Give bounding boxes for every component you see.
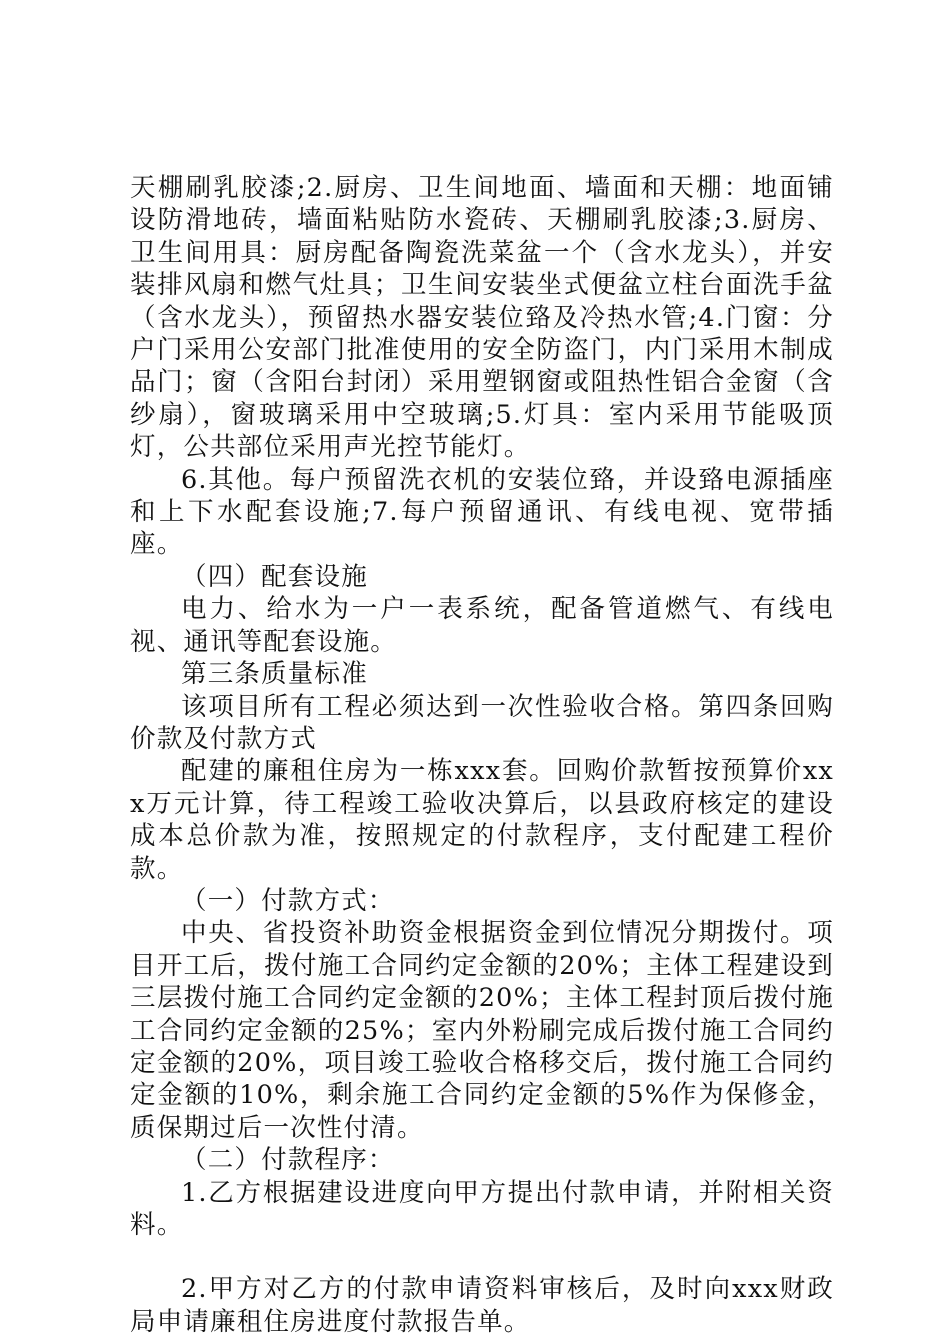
section-heading-facilities: （四）配套设施 (181, 561, 368, 592)
paragraph-fittings: 天棚刷乳胶漆;2.厨房、卫生间地面、墙面和天棚：地面铺设防滑地砖，墙面粘贴防水瓷砖、天棚刷乳胶漆;3.厨房、卫生间用具：厨房配备陶瓷洗菜盆一个（含水龙头），并安装排风扇和燃气灶具；卫生间安装坐式便盆立柱台面洗手盆（含水龙头），预留热水器安装位臵及冷热水管;4.门窗：分户门采用公安部门批准使用的安全防盗门，内门采用木制成品门；窗（含阳台封闭）采用塑钢窗或阻热性铝合金窗（含纱扇），窗玻璃采用中空玻璃;5.灯具：室内采用节能吸顶灯，公共部位采用声光控节能灯。 (130, 173, 834, 463)
paragraph-procedure-step-1: 1.乙方根据建设进度向甲方提出付款申请，并附相关资料。 (130, 1177, 834, 1240)
paragraph-quality: 该项目所有工程必须达到一次性验收合格。第四条回购价款及付款方式 (130, 691, 834, 754)
section-heading-payment-procedure: （二）付款程序： (181, 1145, 395, 1176)
document-body (130, 172, 834, 1338)
paragraph-facilities: 电力、给水为一户一表系统，配备管道燃气、有线电视、通讯等配套设施。 (130, 594, 834, 657)
section-heading-payment-method: （一）付款方式： (181, 885, 395, 916)
paragraph-buyback-price: 配建的廉租住房为一栋xxx套。回购价款暂按预算价xxx万元计算，待工程竣工验收决算后，以县政府核定的建设成本总价款为准，按照规定的付款程序，支付配建工程价款。 (130, 756, 834, 884)
article-heading-quality: 第三条质量标准 (181, 659, 368, 690)
paragraph-payment-method: 中央、省投资补助资金根据资金到位情况分期拨付。项目开工后，拨付施工合同约定金额的20%；主体工程建设到三层拨付施工合同约定金额的20%；主体工程封顶后拨付施工合同约定金额的25%；室内外粉刷完成后拨付施工合同约定金额的20%，项目竣工验收合格移交后，拨付施工合同约定金额的10%，剩余施工合同约定金额的5%作为保修金，质保期过后一次性付清。 (130, 918, 834, 1143)
paragraph-other: 6.其他。每户预留洗衣机的安装位臵，并设臵电源插座和上下水配套设施;7.每户预留通讯、有线电视、宽带插座。 (130, 464, 834, 560)
paragraph-procedure-step-2: 2.甲方对乙方的付款申请资料审核后，及时向xxx财政局申请廉租住房进度付款报告单。 (130, 1274, 834, 1337)
